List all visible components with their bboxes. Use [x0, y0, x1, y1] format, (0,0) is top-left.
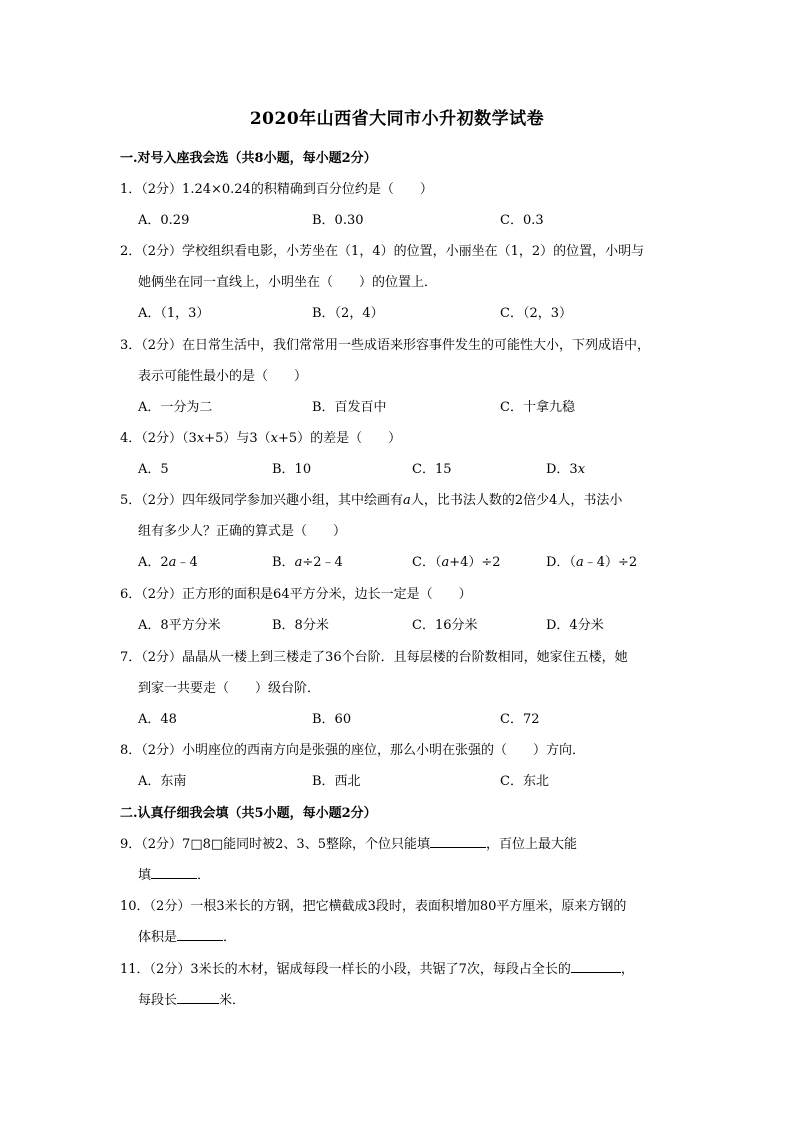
question-4-option-d — [546, 458, 585, 477]
question-5-option-c-suf: +4）÷2 — [449, 555, 501, 570]
question-5-option-d-var: a — [575, 555, 584, 570]
question-2-option-a: A．（1，3） — [138, 306, 210, 321]
question-9-line2-pre: 填 — [138, 868, 152, 883]
question-1-option-c: C．0.3 — [500, 213, 544, 228]
question-5-text-line1 — [120, 489, 622, 508]
question-3-option-a: A．一分为二 — [138, 400, 213, 415]
question-8-option-b: B．西北 — [312, 774, 361, 789]
section-1-heading: 一.对号入座我会选（共8小题，每小题2分） — [120, 151, 377, 166]
question-7-text-line2: 到家一共要走（ ）级台阶． — [138, 681, 321, 696]
question-10-line2-pre: 体积是 — [138, 930, 178, 945]
question-4-text — [120, 427, 401, 446]
question-10-text-line1: 10．（2分）一根3米长的方钢，把它横截成3段时，表面积增加80平方厘米，原来方钢的 — [120, 899, 627, 914]
question-9-text-line1 — [120, 833, 577, 852]
question-6-text: 6．（2分）正方形的面积是64平方分米，边长一定是（ ） — [120, 587, 472, 602]
question-8-option-c: C．东北 — [500, 774, 549, 789]
question-9-pre: 9．（2分）7□8□能同时被2、3、5整除，个位只能填 — [120, 837, 430, 852]
question-5-option-b-pre: B． — [272, 555, 295, 570]
question-9-post: ，百位上最大能 — [485, 837, 577, 852]
question-3-option-c: C．十拿九稳 — [500, 400, 575, 415]
question-1-option-b: B．0.30 — [312, 213, 364, 228]
question-11-pre: 11．（2分）3米长的木材，锯成每段一样长的小段，共锯了7次，每段占全长的 — [120, 962, 571, 977]
question-5-prefix: 5．（2分）四年级同学参加兴趣小组，其中绘画有 — [120, 493, 404, 508]
question-5-option-d — [546, 551, 637, 570]
question-4-option-c: C．15 — [412, 462, 452, 477]
question-5-var-a: a — [403, 493, 411, 508]
question-3-option-b: B．百发百中 — [312, 400, 387, 415]
question-10-text-line2 — [138, 926, 236, 945]
exam-title: 2020年山西省大同市小升初数学试卷 — [249, 109, 545, 129]
question-9-blank-2[interactable] — [151, 866, 197, 879]
question-11-text-line1 — [120, 958, 634, 977]
question-11-blank-1[interactable] — [571, 960, 621, 973]
question-3-text-line2: 表示可能性最小的是（ ） — [138, 369, 308, 384]
question-5-text-line2: 组有多少人？正确的算式是（ ） — [138, 524, 347, 539]
question-9-blank-1[interactable] — [430, 835, 486, 848]
question-6-option-d: D．4分米 — [546, 618, 604, 633]
question-7-option-b: B．60 — [312, 712, 352, 727]
question-11-text-line2 — [138, 989, 245, 1008]
question-2-text-line1: 2．（2分）学校组织看电影，小芳坐在（1，4）的位置，小丽坐在（1，2）的位置，小明与 — [120, 244, 645, 259]
question-5-option-c — [412, 551, 501, 570]
question-2-option-c: C．（2，3） — [500, 306, 572, 321]
question-4-option-b: B．10 — [272, 462, 312, 477]
question-1-text: 1．（2分）1.24×0.24的积精确到百分位约是（ ） — [120, 182, 433, 197]
question-5-option-d-suf: ﹣4）÷2 — [583, 555, 638, 570]
question-7-option-c: C．72 — [500, 712, 540, 727]
question-5-option-a-var: a — [168, 555, 177, 570]
section-2-heading: 二.认真仔细我会填（共5小题，每小题2分） — [120, 806, 377, 821]
question-5-option-d-pre: D．（ — [546, 555, 576, 570]
question-6-option-c: C．16分米 — [412, 618, 478, 633]
question-6-option-a: A．8平方分米 — [138, 618, 221, 633]
question-5-suffix: 人，比书法人数的2倍少4人，书法小 — [410, 493, 623, 508]
question-4-var-x2: x — [270, 431, 278, 446]
question-5-option-b-suf: ÷2﹣4 — [302, 555, 343, 570]
question-4-option-a: A．5 — [138, 462, 169, 477]
question-2-option-b: B．（2，4） — [312, 306, 384, 321]
question-5-option-a-suf: ﹣4 — [176, 555, 198, 570]
question-4-mid: +5）与3（ — [204, 431, 271, 446]
question-4-suffix: +5）的差是（ ） — [277, 431, 402, 446]
question-5-option-c-pre: C．（ — [412, 555, 442, 570]
question-11-post: ， — [620, 962, 634, 977]
question-7-option-a: A．48 — [138, 712, 177, 727]
question-11-blank-2[interactable] — [177, 991, 219, 1004]
question-4-option-d-var: x — [577, 462, 586, 477]
question-6-option-b: B．8分米 — [272, 618, 329, 633]
question-3-text-line1: 3．（2分）在日常生活中，我们常常用一些成语来形容事件发生的可能性大小，下列成语中， — [120, 338, 651, 353]
question-1-option-a: A．0.29 — [138, 213, 190, 228]
question-4-prefix: 4．（2分）（3 — [120, 431, 197, 446]
question-4-var-x: x — [196, 431, 205, 446]
question-4-option-d-label: D．3 — [546, 462, 578, 477]
question-8-text: 8．（2分）小明座位的西南方向是张强的座位，那么小明在张强的（ ）方向． — [120, 743, 586, 758]
question-2-text-line2: 她俩坐在同一直线上，小明坐在（ ）的位置上． — [138, 275, 438, 290]
question-11-line2-pre: 每段长 — [138, 993, 178, 1008]
question-9-line2-post: ． — [197, 868, 211, 883]
question-5-option-b — [272, 551, 343, 570]
question-9-text-line2 — [138, 864, 210, 883]
question-10-line2-post: ． — [223, 930, 237, 945]
question-8-option-a: A．东南 — [138, 774, 187, 789]
question-5-option-a — [138, 551, 198, 570]
question-5-option-c-var: a — [441, 555, 450, 570]
question-10-blank[interactable] — [177, 928, 223, 941]
question-11-line2-post: 米． — [219, 993, 246, 1008]
question-5-option-b-var: a — [294, 555, 303, 570]
question-7-text-line1: 7．（2分）晶晶从一楼上到三楼走了36个台阶．且每层楼的台阶数相同，她家住五楼，她 — [120, 650, 628, 665]
question-5-option-a-pre: A．2 — [138, 555, 169, 570]
